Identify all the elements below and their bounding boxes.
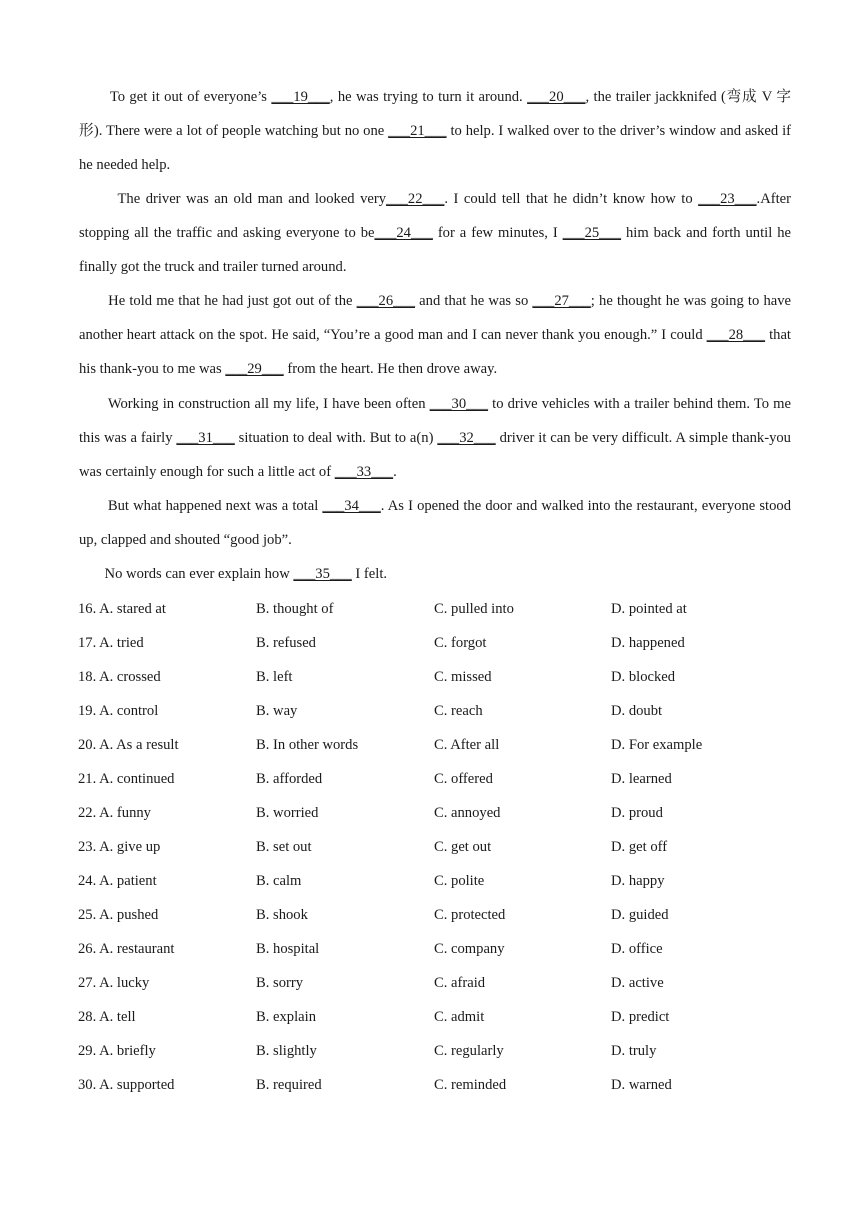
option-a: 23. A. give up xyxy=(78,839,161,855)
option-b: B. left xyxy=(256,669,293,685)
passage-text: To get it out of everyone’s xyxy=(79,89,272,105)
option-c: C. After all xyxy=(434,737,500,753)
option-c: C. company xyxy=(434,941,505,957)
passage-paragraph-5 xyxy=(79,489,791,557)
option-b: B. set out xyxy=(256,839,312,855)
option-c: C. protected xyxy=(434,907,506,923)
option-d: D. warned xyxy=(611,1077,672,1093)
passage-paragraph-4 xyxy=(79,387,791,489)
option-d: D. learned xyxy=(611,771,672,787)
blank-25: ___25___ xyxy=(562,225,622,242)
blank-20: ___20___ xyxy=(527,89,586,105)
option-b: B. calm xyxy=(256,873,302,889)
option-b: B. thought of xyxy=(256,601,334,617)
option-d: D. guided xyxy=(611,907,669,923)
option-c: C. admit xyxy=(434,1009,485,1025)
option-a: 25. A. pushed xyxy=(78,907,159,923)
passage-text: and that he was so xyxy=(415,293,533,309)
passage-text: The driver was an old man and looked very xyxy=(79,191,387,207)
option-d: D. happened xyxy=(611,635,685,651)
blank-28: ___28___ xyxy=(706,327,766,344)
option-a: 18. A. crossed xyxy=(78,669,161,685)
option-c: C. get out xyxy=(434,839,492,855)
option-a: 22. A. funny xyxy=(78,805,151,821)
blank-32: ___32___ xyxy=(437,430,496,447)
option-a: 16. A. stared at xyxy=(78,601,166,617)
blank-31: ___31___ xyxy=(176,430,235,447)
passage-text: I felt. xyxy=(351,566,388,582)
option-a: 30. A. supported xyxy=(78,1077,175,1093)
passage-text: Working in construction all my life, I have been often xyxy=(79,396,430,412)
option-d: D. predict xyxy=(611,1009,670,1025)
passage-paragraph-6 xyxy=(79,557,791,591)
question-row-20 xyxy=(78,728,798,762)
question-row-18 xyxy=(78,660,798,694)
option-c: C. regularly xyxy=(434,1043,504,1059)
passage-text: . xyxy=(393,464,397,481)
passage-text: that his thank-you to me was xyxy=(79,327,791,378)
option-d: D. pointed at xyxy=(611,601,687,617)
option-d: D. blocked xyxy=(611,669,676,685)
option-a: 26. A. restaurant xyxy=(78,941,175,957)
option-d: D. truly xyxy=(611,1043,657,1059)
option-a: 17. A. tried xyxy=(78,635,144,651)
question-row-26 xyxy=(78,932,798,966)
passage-text: No words can ever explain how xyxy=(79,566,294,582)
option-a: 20. A. As a result xyxy=(78,737,179,753)
passage-text: He told me that he had just got out of the xyxy=(79,293,357,309)
option-b: B. explain xyxy=(256,1009,316,1025)
question-row-21 xyxy=(78,762,798,796)
option-c: C. reminded xyxy=(434,1077,507,1093)
option-b: B. slightly xyxy=(256,1043,317,1059)
passage-text: . As I opened the door and walked into the restaurant, everyone stood up, clapped and shouted “good job”. xyxy=(79,498,791,549)
passage-paragraph-3 xyxy=(79,284,791,386)
option-c: C. polite xyxy=(434,873,485,889)
passage-text: situation to deal with. But to a(n) xyxy=(234,430,438,447)
option-b: B. In other words xyxy=(256,737,359,753)
question-row-19 xyxy=(78,694,798,728)
option-a: 21. A. continued xyxy=(78,771,175,787)
passage-text: to help. I walked over to the driver’s window and asked if he needed help. xyxy=(79,123,791,174)
passage-text: , he was trying to turn it around. xyxy=(329,89,528,105)
passage-text: , the trailer jackknifed (弯成 V 字形). There were a lot of people watching but no one xyxy=(79,89,792,140)
option-d: D. happy xyxy=(611,873,665,889)
option-a: 28. A. tell xyxy=(78,1009,136,1025)
passage-text: ; he thought he was going to have another heart attack on the spot. He said, “You’re a good man and I can never thank you enough.” I could xyxy=(79,293,791,344)
passage-text: from the heart. He then drove away. xyxy=(283,361,498,378)
passage-text: to drive vehicles with a trailer behind them. To me this was a fairly xyxy=(79,396,792,447)
option-b: B. way xyxy=(256,703,298,719)
question-row-29 xyxy=(78,1034,798,1068)
passage-text: But what happened next was a total xyxy=(79,498,323,514)
question-row-30 xyxy=(78,1068,798,1102)
question-row-27 xyxy=(78,966,798,1000)
blank-19: ___19___ xyxy=(271,89,330,105)
option-b: B. refused xyxy=(256,635,316,651)
option-b: B. worried xyxy=(256,805,319,821)
blank-33: ___33___ xyxy=(334,464,394,481)
question-row-22 xyxy=(78,796,798,830)
option-a: 27. A. lucky xyxy=(78,975,150,991)
blank-27: ___27___ xyxy=(532,293,591,309)
option-d: D. active xyxy=(611,975,664,991)
passage-text: driver it can be very difficult. A simple thank-you was certainly enough for such a little act of xyxy=(79,430,791,481)
passage-paragraph-1 xyxy=(79,80,791,182)
blank-21: ___21___ xyxy=(388,123,447,140)
blank-35: ___35___ xyxy=(293,566,352,582)
passage-text: . I could tell that he didn’t know how to xyxy=(444,191,699,207)
question-row-24 xyxy=(78,864,798,898)
blank-29: ___29___ xyxy=(225,361,284,378)
question-row-23 xyxy=(78,830,798,864)
option-c: C. annoyed xyxy=(434,805,501,821)
question-row-28 xyxy=(78,1000,798,1034)
blank-34: ___34___ xyxy=(322,498,381,514)
passage-paragraph-2 xyxy=(79,182,791,284)
option-c: C. afraid xyxy=(434,975,486,991)
question-row-17 xyxy=(78,626,798,660)
passage-text: for a few minutes, I xyxy=(432,225,563,242)
option-c: C. offered xyxy=(434,771,493,787)
option-b: B. required xyxy=(256,1077,322,1093)
blank-24: ___24___ xyxy=(374,225,433,242)
option-b: B. hospital xyxy=(256,941,320,957)
option-c: C. missed xyxy=(434,669,492,685)
passage-text: him back and forth until he finally got the truck and trailer turned around. xyxy=(79,225,791,276)
option-a: 19. A. control xyxy=(78,703,159,719)
option-d: D. proud xyxy=(611,805,663,821)
option-d: D. office xyxy=(611,941,663,957)
option-a: 24. A. patient xyxy=(78,873,157,889)
option-a: 29. A. briefly xyxy=(78,1043,156,1059)
option-c: C. pulled into xyxy=(434,601,514,617)
question-row-16 xyxy=(78,592,798,626)
blank-22: ___22___ xyxy=(386,191,445,207)
option-d: D. doubt xyxy=(611,703,663,719)
question-row-25 xyxy=(78,898,798,932)
option-d: D. For example xyxy=(611,737,703,753)
blank-23: ___23___ xyxy=(698,191,757,207)
passage-text: .After stopping all the traffic and asking everyone to be xyxy=(79,191,791,242)
option-b: B. shook xyxy=(256,907,308,923)
option-d: D. get off xyxy=(611,839,668,855)
option-b: B. sorry xyxy=(256,975,304,991)
blank-26: ___26___ xyxy=(356,293,416,309)
option-c: C. reach xyxy=(434,703,483,719)
option-c: C. forgot xyxy=(434,635,487,651)
blank-30: ___30___ xyxy=(429,396,489,412)
option-b: B. afforded xyxy=(256,771,323,787)
